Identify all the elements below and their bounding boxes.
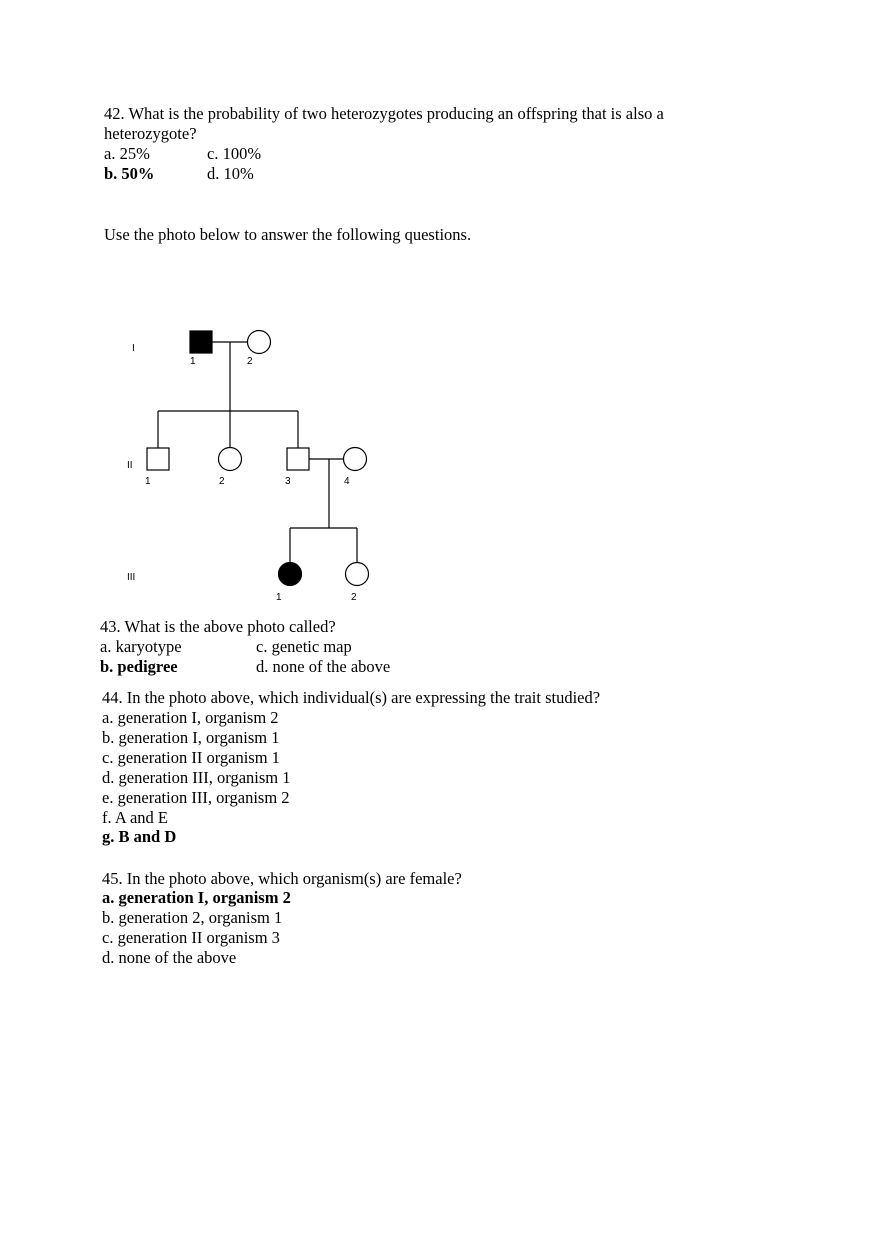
q42-option-c: c. 100%	[207, 144, 262, 163]
q43-option-a: a. karyotype	[100, 637, 182, 656]
q42-option-d: d. 10%	[207, 164, 254, 183]
q44-option-b: b. generation I, organism 1	[102, 728, 280, 747]
generation-label-II: II	[127, 460, 133, 471]
q45-option-a: a. generation I, organism 2	[102, 888, 291, 907]
gen3-female-affected	[279, 563, 302, 586]
q44-option-e: e. generation III, organism 2	[102, 788, 290, 807]
q45-option-d: d. none of the above	[102, 948, 237, 967]
pedigree-chart	[110, 318, 410, 608]
gen3-label-2: 2	[351, 592, 357, 603]
gen1-label-1: 1	[190, 356, 196, 367]
gen2-female-4	[344, 448, 367, 471]
instruction-text: Use the photo below to answer the following questions.	[104, 225, 472, 244]
q44-option-c: c. generation II organism 1	[102, 748, 280, 767]
gen1-female-unaffected	[248, 331, 271, 354]
q42-question-line2: heterozygote?	[104, 124, 197, 143]
gen3-female-unaffected	[346, 563, 369, 586]
gen2-male-1	[147, 448, 169, 470]
gen2-label-4: 4	[344, 476, 350, 487]
gen2-label-1: 1	[145, 476, 151, 487]
q44-option-f: f. A and E	[102, 808, 168, 827]
q45-option-c: c. generation II organism 3	[102, 928, 280, 947]
gen1-label-2: 2	[247, 356, 253, 367]
gen1-male-affected	[190, 331, 212, 353]
q45-question: 45. In the photo above, which organism(s) are female?	[102, 869, 462, 888]
generation-label-III: III	[127, 572, 136, 583]
gen2-label-3: 3	[285, 476, 291, 487]
gen2-male-3	[287, 448, 309, 470]
generation-label-I: I	[132, 343, 135, 354]
q44-question: 44. In the photo above, which individual(s) are expressing the trait studied?	[102, 688, 601, 707]
q44-option-g: g. B and D	[102, 827, 177, 846]
q42-option-a: a. 25%	[104, 144, 150, 163]
q43-option-c: c. genetic map	[256, 637, 352, 656]
q44-option-a: a. generation I, organism 2	[102, 708, 279, 727]
q42-question-line1: 42. What is the probability of two heterozygotes producing an offspring that is also a	[104, 104, 664, 123]
q43-option-d: d. none of the above	[256, 657, 391, 676]
q43-question: 43. What is the above photo called?	[100, 617, 336, 636]
gen2-label-2: 2	[219, 476, 225, 487]
q42-option-b: b. 50%	[104, 164, 155, 183]
q43-option-b: b. pedigree	[100, 657, 178, 676]
q45-option-b: b. generation 2, organism 1	[102, 908, 283, 927]
gen3-label-1: 1	[276, 592, 282, 603]
gen2-female-2	[219, 448, 242, 471]
q44-option-d: d. generation III, organism 1	[102, 768, 291, 787]
